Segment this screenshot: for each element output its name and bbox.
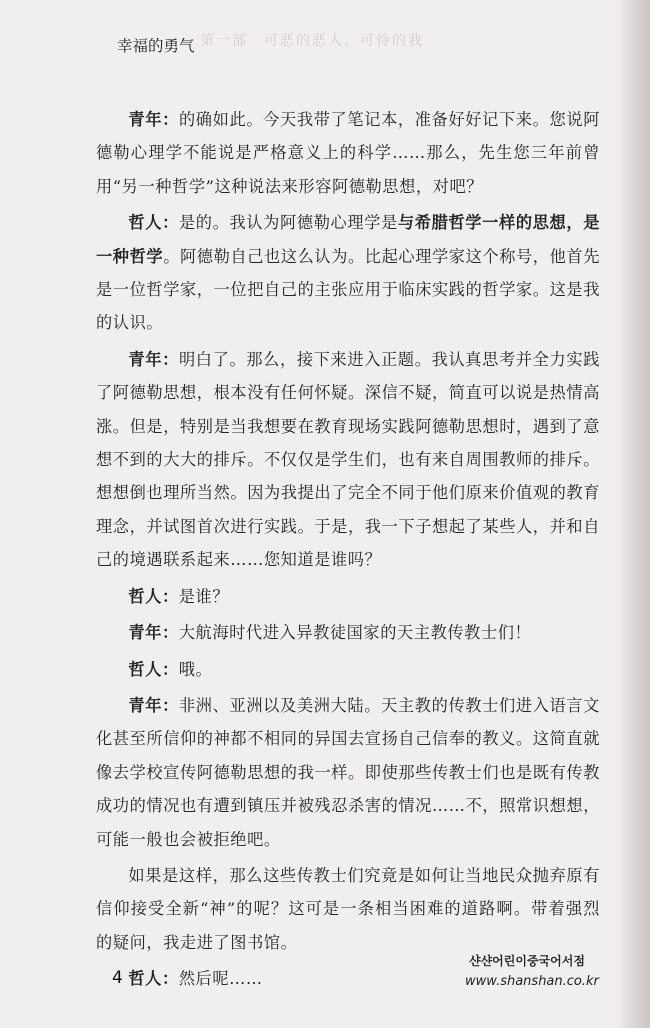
- speaker-label: 哲人：: [128, 659, 179, 679]
- faded-chapter-title: 第一部 可恶的恶人，可怜的我: [200, 33, 424, 49]
- dialogue-paragraph: [96, 653, 600, 686]
- page-edge-shadow: [616, 0, 650, 1028]
- paragraph-text: 然后呢……: [178, 969, 263, 989]
- dialogue-body: [96, 103, 600, 999]
- speaker-label: 青年：: [128, 349, 179, 369]
- emphasized-text: 与希腊哲学一样的思想，是一种哲学: [96, 213, 600, 266]
- dialogue-paragraph: [96, 103, 600, 203]
- speaker-label: 青年：: [128, 695, 179, 715]
- speaker-label: 哲人：: [128, 586, 179, 606]
- speaker-label: 哲人：: [128, 969, 179, 989]
- dialogue-paragraph: [96, 580, 600, 613]
- dialogue-paragraph: [96, 689, 600, 856]
- watermark-shop-name: 샨샨어린이중국어서점: [469, 954, 585, 968]
- speaker-label: 哲人：: [128, 213, 179, 233]
- paragraph-text: 哦。: [178, 659, 213, 679]
- paragraph-text: 如果是这样，那么这些传教士们究竟是如何让当地民众抛弃原有信仰接受全新“神”的呢？这可是一条相当困难的道路啊。带着强烈的疑问，我走进了图书馆。: [96, 865, 600, 952]
- dialogue-paragraph: [96, 343, 600, 577]
- speaker-label: 青年：: [128, 623, 179, 643]
- dialogue-paragraph: [96, 206, 600, 340]
- page-number: 4: [112, 968, 123, 988]
- paragraph-text: 明白了。那么，接下来进入正题。我认真思考并全力实践了阿德勒思想，根本没有任何怀疑。深信不疑，简直可以说是热情高涨。但是，特别是当我想要在教育现场实践阿德勒思想时，遇到了意想不到的大大的排斥。不仅仅是学生们，也有来自周围教师的排斥。想想倒也理所当然。因为我提出了完全不同于他们原来价值观的教育理念，并试图首次进行实践。于是，我一下子想起了某些人，并和自己的境遇联系起来……您知道是谁吗？: [96, 349, 600, 570]
- paragraph-text: 是谁？: [178, 586, 230, 606]
- paragraph-text: 的确如此。今天我带了笔记本，准备好好记下来。您说阿德勒心理学不能说是严格意义上的科学……那么，先生您三年前曾用“另一种哲学”这种说法来形容阿德勒思想，对吧？: [96, 110, 600, 196]
- dialogue-paragraph: [96, 616, 600, 649]
- paragraph-text: 非洲、亚洲以及美洲大陆。天主教的传教士们进入语言文化甚至所信仰的神都不相同的异国去宣扬自己信奉的教义。这简直就像去学校宣传阿德勒思想的我一样。即使那些传教士们也是既有传教成功的情况也有遭到镇压并被残忍杀害的情况……不，照常识想想，可能一般也会被拒绝吧。: [96, 695, 600, 849]
- watermark-url: www.shanshan.co.kr: [465, 974, 599, 989]
- paragraph-text: 。阿德勒自己也这么认为。比起心理学家这个称号，他首先是一位哲学家，一位把自己的主张应用于临床实践的哲学家。这是我的认识。: [96, 246, 600, 333]
- running-title: 幸福的勇气: [117, 37, 195, 55]
- speaker-label: 青年：: [128, 110, 179, 129]
- paragraph-text: 大航海时代进入异教徒国家的天主教传教士们！: [178, 623, 532, 643]
- dialogue-paragraph: [96, 859, 600, 959]
- paragraph-text: 是的。我认为阿德勒心理学是: [178, 213, 398, 233]
